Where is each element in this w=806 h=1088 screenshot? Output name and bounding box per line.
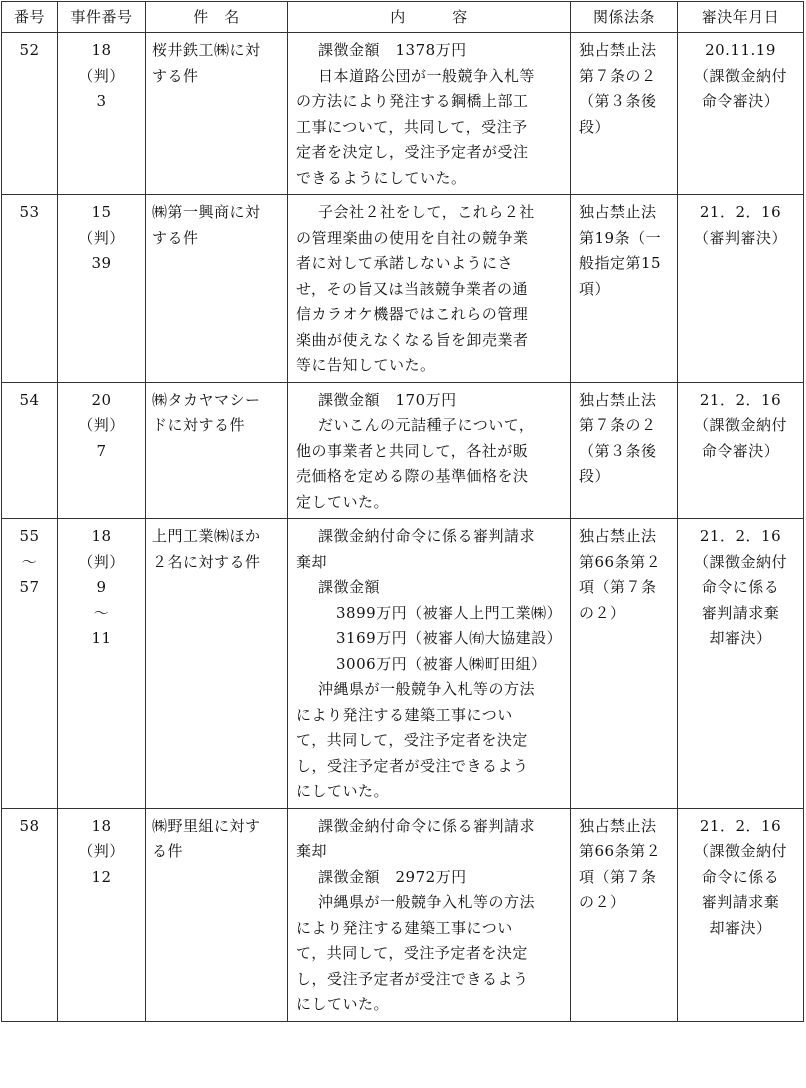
cell-content-line: 棄却 (296, 842, 328, 860)
cell-number-line: 52 (19, 41, 40, 59)
cell-case-name-line: する件 (152, 228, 199, 247)
cell-decision-date (678, 519, 804, 809)
cell-number-line: 55 (19, 527, 40, 545)
cell-related-law-line: 独占禁止法 (579, 203, 657, 221)
cell-case-number-line: 3 (96, 92, 107, 110)
cell-content-line: し，受注予定者が受注できるよう (296, 969, 529, 988)
cell-case-name (146, 519, 288, 809)
cell-number (2, 519, 58, 809)
cell-case-name-line: する件 (152, 66, 199, 85)
cell-content-line: 楽曲が使えなくなる旨を卸売業者 (296, 330, 529, 349)
cell-content-line: 他の事業者と共同して，各社が販 (296, 441, 529, 460)
cell-decision-date (678, 33, 804, 195)
cell-case-number-line: 12 (91, 867, 112, 886)
cell-case-number-line: （判） (78, 228, 125, 247)
cell-case-number-line: （判） (78, 66, 125, 85)
cell-content-line: 3899万円（被審人上門工業㈱） (336, 603, 563, 622)
cell-decision-date-line: 命令審決） (701, 441, 780, 460)
cell-related-law (571, 808, 678, 1021)
cell-number (2, 195, 58, 383)
cell-case-number-line: 18 (91, 816, 112, 835)
header-number: 番号 (2, 2, 58, 33)
cell-related-law-line: 独占禁止法 (579, 527, 657, 545)
cell-decision-date-line: （課徴金納付 (693, 552, 787, 571)
cell-related-law-line: 項（第７条 (579, 867, 657, 886)
cell-decision-date-line: 却審決） (709, 918, 772, 937)
cell-case-number-line: （判） (78, 842, 125, 860)
cell-number (2, 33, 58, 195)
header-case-name: 件 名 (146, 2, 288, 33)
cell-case-name-line: ㈱タカヤマシー (152, 390, 261, 409)
cell-case-name-line: ２名に対する件 (152, 552, 261, 571)
cell-content-line: 沖縄県が一般競争入札等の方法 (318, 680, 536, 698)
cell-content-line: 子会社２社をして，これら２社 (318, 203, 535, 221)
cell-content-line: できるようにしていた。 (296, 168, 467, 187)
cell-content-line: だいこんの元詰種子について， (318, 416, 535, 434)
cell-case-name (146, 33, 288, 195)
cell-case-name (146, 808, 288, 1021)
cell-content-line: により発注する建築工事につい (296, 705, 513, 724)
cell-related-law-line: 般指定第15 (579, 254, 662, 272)
table-row (2, 808, 804, 1021)
cell-content-line: 課徴金額 2972万円 (318, 867, 467, 886)
cell-content-line: せ，その旨又は当該競争業者の通 (296, 279, 529, 298)
cell-content-line: 者に対して承諾しないようにさ (296, 254, 514, 272)
cell-related-law-line: の２） (579, 603, 626, 622)
cell-case-number-line: 9 (96, 578, 107, 596)
cell-number-line: 58 (19, 816, 40, 835)
cell-content-line: 定者を決定し，受注予定者が受注 (296, 143, 529, 161)
cell-case-number-line: ～ (93, 603, 110, 622)
cell-content-line: の方法により発注する鋼橋上部工 (296, 92, 529, 110)
cell-decision-date-line: 21．2．16 (699, 816, 782, 835)
cell-related-law-line: 第66条第２ (579, 552, 662, 571)
cell-decision-date-line: 21．2．16 (699, 390, 782, 409)
cell-decision-date-line: 21．2．16 (699, 203, 782, 221)
cell-related-law-line: 独占禁止法 (579, 41, 657, 59)
cell-case-name-line: ドに対する件 (152, 416, 246, 434)
cell-case-name (146, 195, 288, 383)
cell-decision-date-line: 21．2．16 (699, 527, 782, 545)
cell-case-name-line: る件 (152, 842, 184, 860)
table-row (2, 519, 804, 809)
cell-content-line: 課徴金納付命令に係る審判請求 (318, 527, 536, 545)
cell-content-line: て，共同して，受注予定者を決定 (296, 731, 528, 749)
cell-case-number-line: 20 (91, 390, 112, 409)
cell-content-line: の管理楽曲の使用を自社の競争業 (296, 228, 529, 247)
cell-decision-date-line: （課徴金納付 (693, 66, 787, 85)
header-decision-date: 審決年月日 (678, 2, 804, 33)
header-related-law: 関係法条 (571, 2, 678, 33)
cell-related-law (571, 519, 678, 809)
cell-related-law (571, 33, 678, 195)
header-case-number: 事件番号 (58, 2, 146, 33)
decisions-table (1, 1, 804, 1022)
cell-related-law-line: 段） (579, 117, 611, 136)
cell-case-number-line: 15 (91, 203, 112, 221)
cell-content-line: 3169万円（被審人㈲大協建設） (336, 629, 563, 647)
cell-decision-date-line: （課徴金納付 (693, 842, 787, 860)
cell-case-number (58, 519, 146, 809)
cell-content-line: 工事について，共同して，受注予 (296, 117, 528, 136)
cell-related-law-line: 項（第７条 (579, 578, 657, 596)
cell-content-line: 売価格を定める際の基準価格を決 (296, 467, 529, 485)
table-header (2, 2, 804, 33)
header-content: 内 容 (288, 2, 571, 33)
cell-decision-date (678, 808, 804, 1021)
table-row (2, 33, 804, 195)
cell-content-line: 信カラオケ機器ではこれらの管理 (296, 305, 529, 323)
cell-content-line: し，受注予定者が受注できるよう (296, 756, 529, 775)
cell-related-law-line: 項） (579, 279, 611, 298)
cell-case-number-line: 18 (91, 527, 112, 545)
cell-related-law-line: 独占禁止法 (579, 390, 657, 409)
cell-case-number-line: 11 (91, 629, 112, 647)
cell-content-line: 課徴金額 1378万円 (318, 41, 467, 59)
cell-related-law-line: 段） (579, 467, 611, 485)
cell-number-line: 54 (19, 390, 40, 409)
cell-content-line: 棄却 (296, 552, 328, 571)
cell-content-line: 課徴金納付命令に係る審判請求 (318, 816, 536, 835)
cell-related-law-line: 第７条の２ (579, 66, 657, 85)
cell-decision-date-line: 審判請求棄 (701, 603, 780, 622)
cell-case-name (146, 382, 288, 519)
table-row (2, 382, 804, 519)
cell-number-line: 53 (19, 203, 40, 221)
cell-decision-date (678, 382, 804, 519)
table-body (2, 33, 804, 1022)
cell-related-law-line: 独占禁止法 (579, 816, 657, 835)
cell-related-law-line: の２） (579, 893, 626, 911)
cell-content-line: 課徴金額 (318, 578, 381, 596)
cell-case-name-line: ㈱野里組に対す (152, 816, 261, 835)
cell-decision-date-line: 命令審決） (701, 92, 780, 110)
header-row (2, 2, 804, 33)
cell-case-name-line: 桜井鉄工㈱に対 (152, 41, 261, 59)
cell-decision-date-line: 命令に係る (701, 578, 780, 596)
cell-number-line: 57 (19, 578, 40, 596)
cell-content-line: 課徴金額 170万円 (318, 390, 457, 409)
cell-decision-date-line: （審判審決） (693, 228, 787, 247)
cell-decision-date-line: 命令に係る (701, 867, 780, 886)
cell-decision-date-line: 20.11.19 (705, 41, 776, 59)
cell-number-line: ～ (21, 552, 38, 571)
cell-content-line: て，共同して，受注予定者を決定 (296, 944, 528, 962)
cell-related-law-line: （第３条後 (579, 92, 657, 110)
cell-case-number (58, 33, 146, 195)
cell-case-number (58, 382, 146, 519)
cell-content-line: により発注する建築工事につい (296, 918, 513, 937)
cell-case-number-line: （判） (78, 416, 125, 434)
cell-related-law-line: 第66条第２ (579, 842, 662, 860)
cell-decision-date-line: 審判請求棄 (701, 893, 780, 911)
cell-related-law-line: 第19条（一 (579, 228, 662, 247)
cell-content-line: 日本道路公団が一般競争入札等 (318, 66, 536, 85)
cell-decision-date-line: （課徴金納付 (693, 416, 787, 434)
cell-case-number-line: （判） (78, 552, 125, 571)
cell-content-line: 3006万円（被審人㈱町田組） (336, 654, 547, 673)
cell-content-line: 沖縄県が一般競争入札等の方法 (318, 893, 536, 911)
cell-related-law (571, 195, 678, 383)
cell-case-number (58, 195, 146, 383)
cell-case-number-line: 39 (91, 254, 112, 272)
cell-content (288, 195, 571, 383)
cell-content (288, 382, 571, 519)
cell-content-line: にしていた。 (296, 782, 390, 800)
cell-content-line: にしていた。 (296, 995, 390, 1013)
cell-related-law (571, 382, 678, 519)
cell-number (2, 808, 58, 1021)
cell-case-number (58, 808, 146, 1021)
cell-related-law-line: （第３条後 (579, 441, 657, 460)
cell-content (288, 33, 571, 195)
cell-case-name-line: ㈱第一興商に対 (152, 203, 261, 221)
cell-content-line: 等に告知していた。 (296, 356, 436, 374)
cell-case-number-line: 7 (96, 441, 107, 460)
cell-content (288, 519, 571, 809)
cell-decision-date (678, 195, 804, 383)
cell-decision-date-line: 却審決） (709, 629, 772, 647)
cell-content-line: 定していた。 (296, 492, 390, 511)
table-row (2, 195, 804, 383)
cell-case-name-line: 上門工業㈱ほか (152, 527, 261, 545)
cell-number (2, 382, 58, 519)
cell-related-law-line: 第７条の２ (579, 416, 657, 434)
cell-case-number-line: 18 (91, 41, 112, 59)
cell-content (288, 808, 571, 1021)
